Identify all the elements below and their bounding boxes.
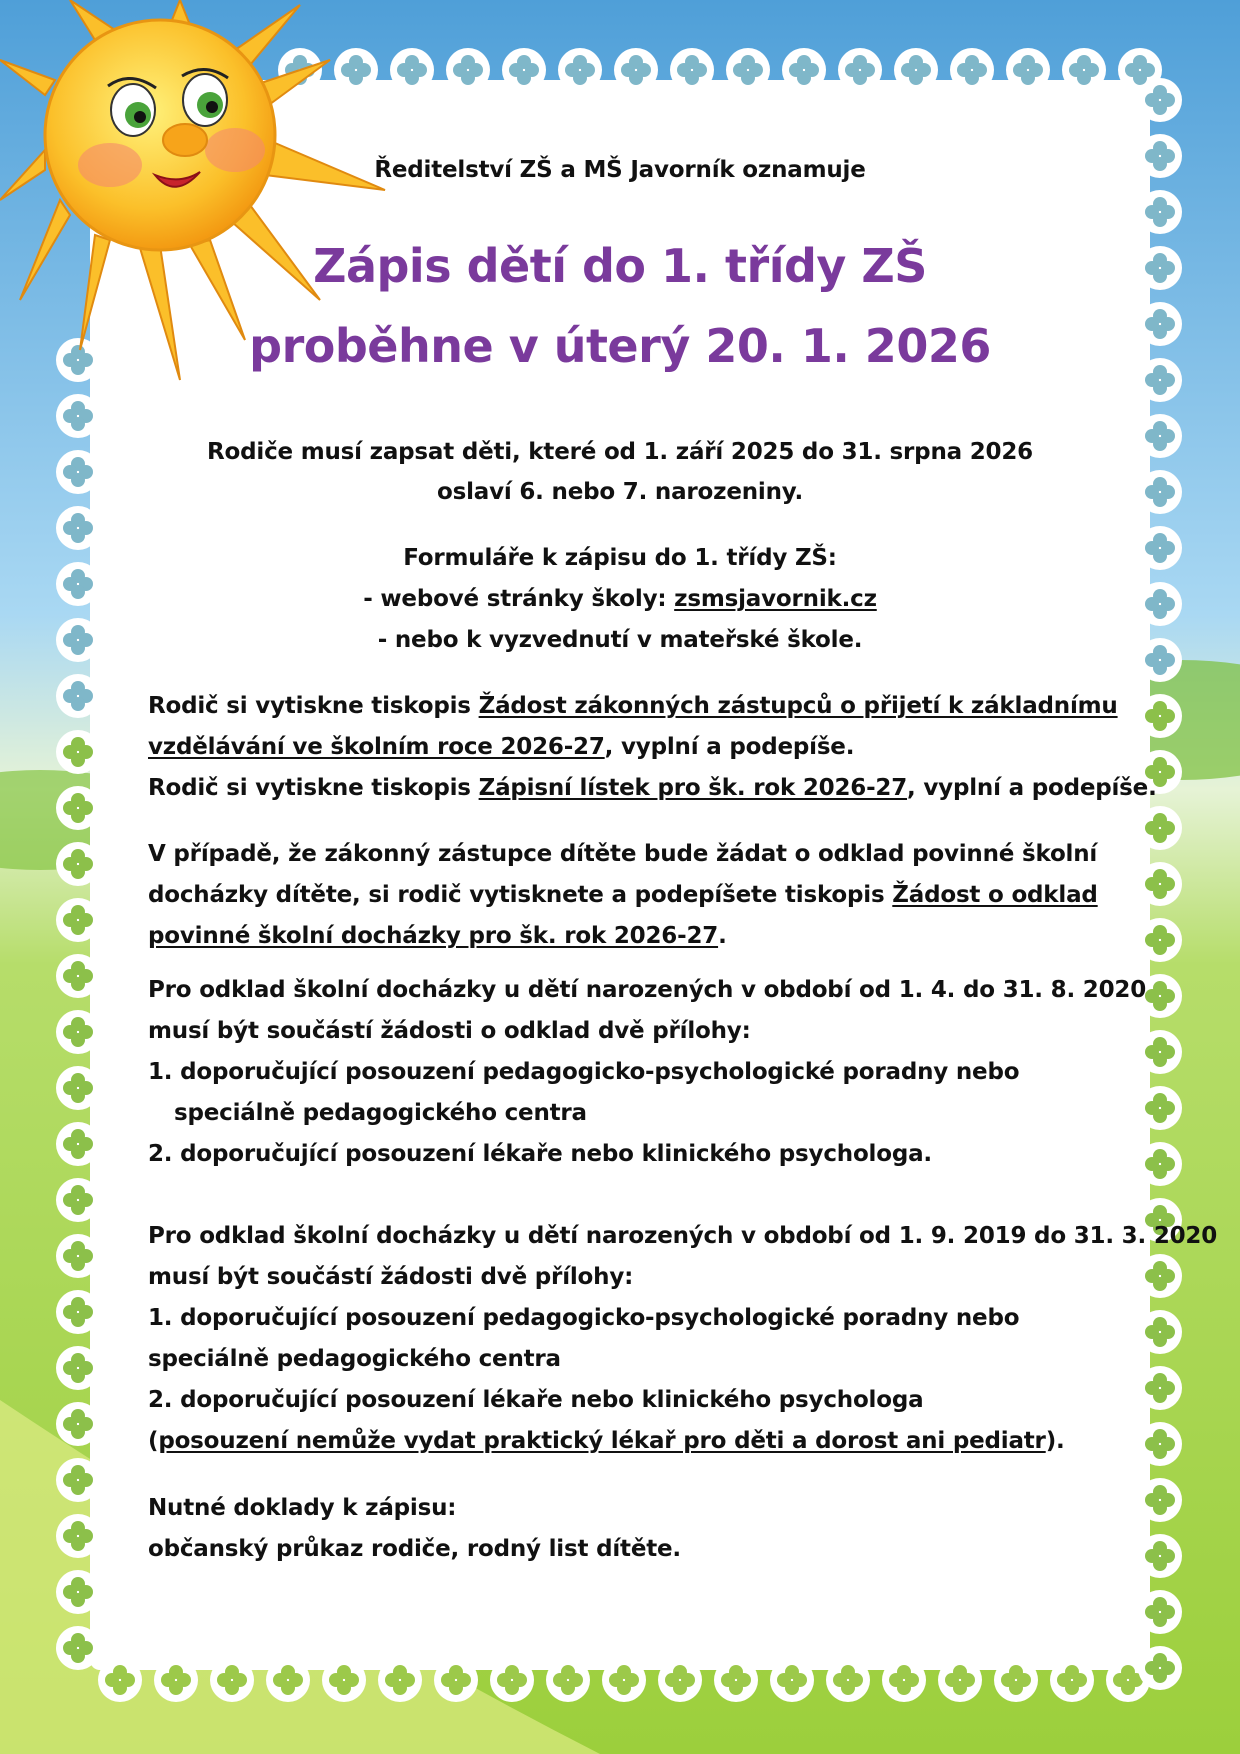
- deferral-line2: [148, 881, 1098, 909]
- eligibility-line1: Rodiče musí zapsat děti, které od 1. září 2025 do 31. srpna 2026: [207, 439, 1033, 465]
- print-p1-line2: [148, 733, 854, 761]
- deferral-b-note: [148, 1427, 1065, 1455]
- print-p1-line1: [148, 692, 1118, 720]
- documents-list: občanský průkaz rodiče, rodný list dítěte.: [148, 1536, 681, 1562]
- deferral-line3-suffix: .: [718, 923, 727, 949]
- eligibility-line2: oslaví 6. nebo 7. narozeniny.: [437, 479, 803, 505]
- deferral-a-line1: Pro odklad školní docházky u dětí narozených v období od 1. 4. do 31. 8. 2020: [148, 977, 1147, 1003]
- forms-web-prefix: - webové stránky školy:: [363, 586, 675, 612]
- forms-heading: Formuláře k zápisu do 1. třídy ZŠ:: [403, 545, 837, 571]
- deferral-form-link-part1[interactable]: Žádost o odklad: [892, 882, 1098, 908]
- deferral-line2-prefix: docházky dítěte, si rodič vytisknete a podepíšete tiskopis: [148, 882, 893, 908]
- deferral-a-item1-line2: speciálně pedagogického centra: [174, 1100, 587, 1126]
- page-title-line2: proběhne v úterý 20. 1. 2026: [249, 319, 991, 373]
- deferral-line1: V případě, že zákonný zástupce dítěte bude žádat o odklad povinné školní: [148, 841, 1098, 867]
- print-p2-prefix: Rodič si vytiskne tiskopis: [148, 775, 479, 801]
- admission-form-link-part1[interactable]: Žádost zákonných zástupců o přijetí k základnímu: [478, 693, 1118, 719]
- enrollment-slip-link[interactable]: Zápisní lístek pro šk. rok 2026-27: [478, 775, 908, 801]
- school-website-link[interactable]: zsmsjavornik.cz: [674, 586, 877, 612]
- deferral-b-line1: Pro odklad školní docházky u dětí narozených v období od 1. 9. 2019 do 31. 3. 2020: [148, 1223, 1218, 1249]
- deferral-line3: [148, 922, 727, 950]
- deferral-form-link-part2[interactable]: povinné školní docházky pro šk. rok 2026-27: [148, 923, 719, 949]
- documents-heading: Nutné doklady k zápisu:: [148, 1495, 457, 1521]
- deferral-b-line2: musí být součástí žádosti dvě přílohy:: [148, 1264, 634, 1290]
- admission-form-link-part2[interactable]: vzdělávání ve školním roce 2026-27: [148, 734, 605, 760]
- print-p2-line: [148, 774, 1157, 802]
- deferral-b-note-close: ).: [1045, 1428, 1065, 1454]
- deferral-b-note-open: (: [148, 1428, 159, 1454]
- print-p1-prefix: Rodič si vytiskne tiskopis: [148, 693, 479, 719]
- deferral-b-item1-line2: speciálně pedagogického centra: [148, 1346, 561, 1372]
- page-title-line1: Zápis dětí do 1. třídy ZŠ: [313, 239, 927, 293]
- forms-pickup-line: - nebo k vyzvednutí v mateřské škole.: [377, 627, 863, 653]
- deferral-a-item1-line1: 1. doporučující posouzení pedagogicko-psychologické poradny nebo: [148, 1059, 1020, 1085]
- forms-web-line: [0, 585, 1240, 613]
- announcer-line: Ředitelství ZŠ a MŠ Javorník oznamuje: [374, 157, 866, 183]
- deferral-b-item1-line1: 1. doporučující posouzení pedagogicko-psychologické poradny nebo: [148, 1305, 1020, 1331]
- deferral-a-item2: 2. doporučující posouzení lékaře nebo klinického psychologa.: [148, 1141, 932, 1167]
- print-p1-suffix: , vyplní a podepíše.: [604, 734, 855, 760]
- pediatrician-note-link[interactable]: posouzení nemůže vydat praktický lékař pro děti a dorost ani pediatr: [158, 1428, 1046, 1454]
- print-p2-suffix: , vyplní a podepíše.: [907, 775, 1157, 801]
- deferral-b-item2: 2. doporučující posouzení lékaře nebo klinického psychologa: [148, 1387, 924, 1413]
- deferral-a-line2: musí být součástí žádosti o odklad dvě přílohy:: [148, 1018, 751, 1044]
